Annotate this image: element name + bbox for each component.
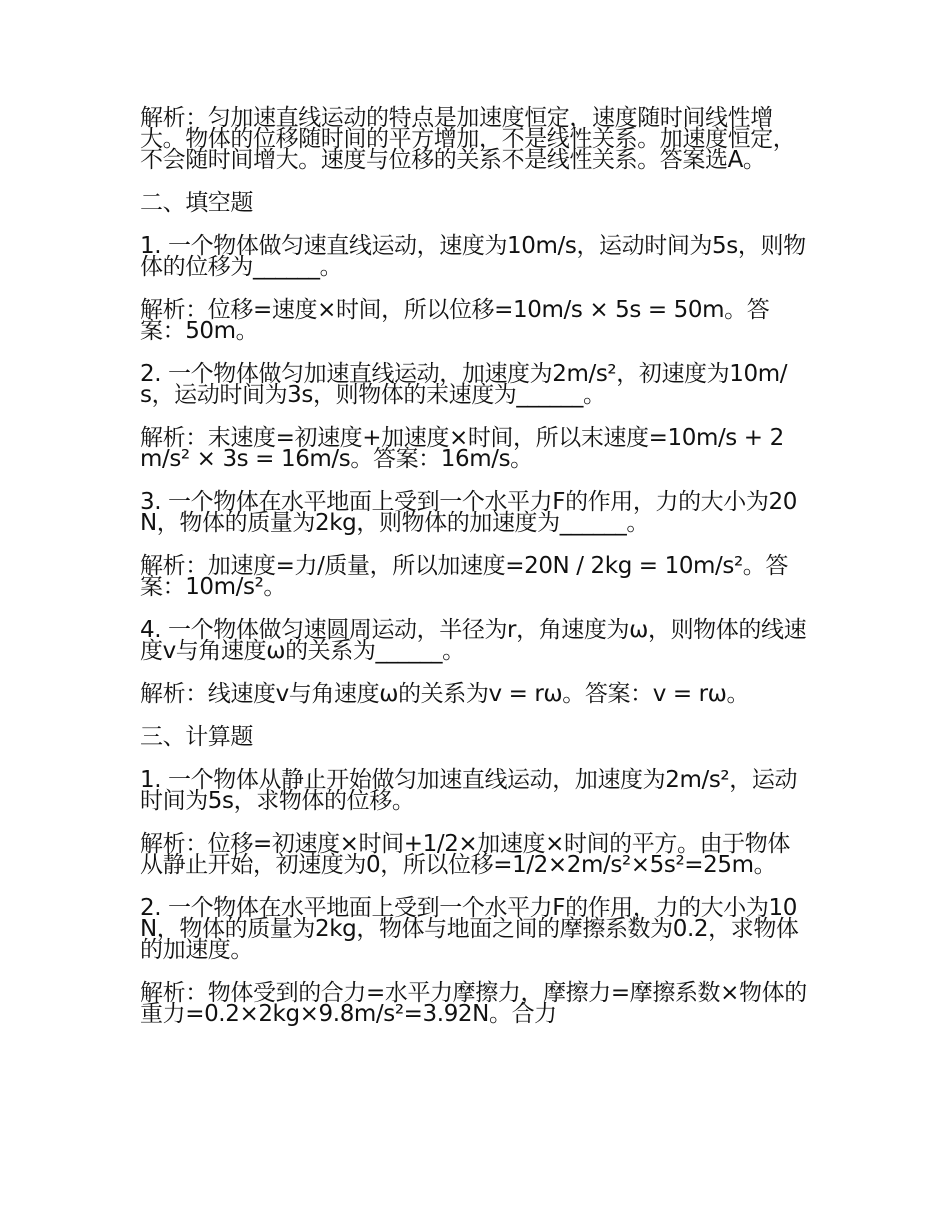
analysis-paragraph: 解析：末速度=初速度+加速度×时间，所以末速度=10m/s + 2m/s² × 3s = 16m/s。答案：16m/s。 [140, 425, 784, 472]
analysis-paragraph: 解析：匀加速直线运动的特点是加速度恒定，速度随时间线性增大。物体的位移随时间的平方增加，不是线性关系。加速度恒定，不会随时间增大。速度与位移的关系不是线性关系。答案选A。 [140, 105, 796, 173]
analysis-paragraph: 解析：线速度v与角速度ω的关系为v = rω。答案：v = rω。 [140, 681, 750, 707]
document-page [140, 105, 812, 1047]
question-paragraph: 1. 一个物体做匀速直线运动，速度为10m/s，运动时间为5s，则物体的位移为______。 [140, 233, 806, 280]
question-paragraph: 2. 一个物体做匀加速直线运动，加速度为2m/s²，初速度为10m/s，运动时间为3s，则物体的末速度为______。 [140, 361, 788, 408]
question-paragraph: 1. 一个物体从静止开始做匀加速直线运动，加速度为2m/s²，运动时间为5s，求物体的位移。 [140, 767, 798, 814]
question-paragraph: 2. 一个物体在水平地面上受到一个水平力F的作用，力的大小为10N，物体的质量为2kg，物体与地面之间的摩擦系数为0.2，求物体的加速度。 [140, 895, 799, 963]
section-heading-calculation: 三、计算题 [140, 724, 254, 750]
question-paragraph: 3. 一个物体在水平地面上受到一个水平力F的作用，力的大小为20N，物体的质量为2kg，则物体的加速度为______。 [140, 489, 797, 536]
analysis-paragraph: 解析：位移=初速度×时间+1/2×加速度×时间的平方。由于物体从静止开始，初速度为0，所以位移=1/2×2m/s²×5s²=25m。 [140, 831, 790, 878]
analysis-paragraph: 解析：物体受到的合力=水平力摩擦力，摩擦力=摩擦系数×物体的重力=0.2×2kg×9.8m/s²=3.92N。合力 [140, 980, 807, 1027]
question-paragraph: 4. 一个物体做匀速圆周运动，半径为r，角速度为ω，则物体的线速度v与角速度ω的关系为______。 [140, 617, 807, 664]
section-heading-fill-blank: 二、填空题 [140, 190, 254, 216]
analysis-paragraph: 解析：加速度=力/质量，所以加速度=20N / 2kg = 10m/s²。答案：10m/s²。 [140, 553, 789, 600]
analysis-paragraph: 解析：位移=速度×时间，所以位移=10m/s × 5s = 50m。答案：50m。 [140, 297, 770, 344]
